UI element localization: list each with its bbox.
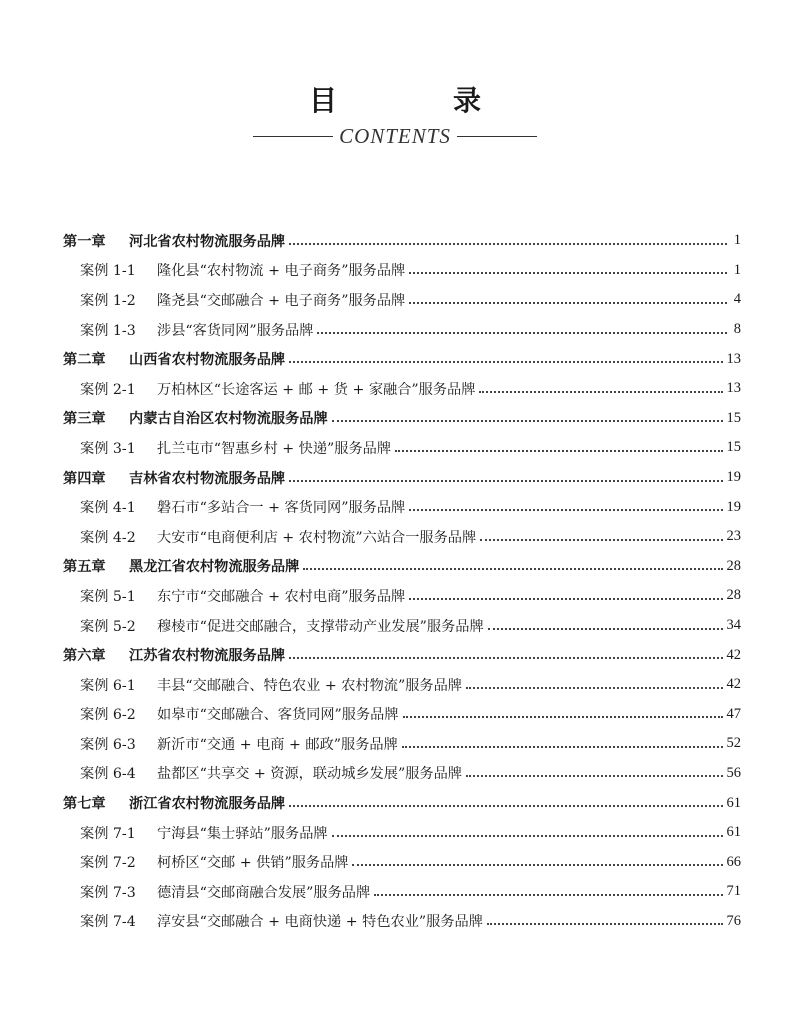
entry-number: 案例 6-2 bbox=[80, 707, 136, 724]
dot-leader bbox=[402, 746, 723, 748]
dot-leader bbox=[487, 923, 723, 925]
entry-number: 案例 1-3 bbox=[80, 322, 136, 339]
toc-case-entry[interactable] bbox=[63, 907, 741, 937]
dot-leader bbox=[488, 628, 723, 630]
dot-leader bbox=[466, 775, 723, 777]
entry-number: 案例 2-1 bbox=[80, 381, 136, 398]
toc-case-entry[interactable] bbox=[63, 315, 741, 345]
entry-number: 第五章 bbox=[63, 559, 106, 576]
toc-chapter-entry[interactable] bbox=[63, 226, 741, 256]
entry-title: 丰县“交邮融合、特色农业 + 农村物流”服务品牌 bbox=[157, 677, 462, 694]
contents-subtitle bbox=[0, 124, 790, 148]
entry-title: 东宁市“交邮融合 + 农村电商”服务品牌 bbox=[157, 588, 406, 605]
entry-page-number: 61 bbox=[726, 794, 741, 811]
entry-title: 黑龙江省农村物流服务品牌 bbox=[129, 559, 300, 576]
entry-page-number: 1 bbox=[733, 261, 741, 278]
toc-case-entry[interactable] bbox=[63, 522, 741, 552]
toc-chapter-entry[interactable] bbox=[63, 640, 741, 670]
toc-case-entry[interactable] bbox=[63, 877, 741, 907]
entry-number: 案例 6-1 bbox=[80, 677, 136, 694]
entry-page-number: 15 bbox=[726, 409, 741, 426]
dot-leader bbox=[409, 598, 722, 600]
entry-title: 德清县“交邮商融合发展”服务品牌 bbox=[157, 884, 371, 901]
entry-page-number: 76 bbox=[726, 912, 741, 929]
toc-chapter-entry[interactable] bbox=[63, 552, 741, 582]
dot-leader bbox=[289, 243, 727, 245]
toc-case-entry[interactable] bbox=[63, 581, 741, 611]
entry-page-number: 13 bbox=[726, 350, 741, 367]
entry-page-number: 1 bbox=[733, 232, 741, 249]
dot-leader bbox=[332, 835, 723, 837]
toc-chapter-entry[interactable] bbox=[63, 344, 741, 374]
dot-leader bbox=[466, 687, 723, 689]
entry-number: 第二章 bbox=[63, 352, 106, 369]
dot-leader bbox=[332, 420, 723, 422]
entry-page-number: 56 bbox=[726, 764, 741, 781]
entry-page-number: 52 bbox=[726, 735, 741, 752]
entry-title: 涉县“客货同网”服务品牌 bbox=[157, 322, 314, 339]
dot-leader bbox=[289, 361, 722, 363]
page-title: 目 录 bbox=[308, 84, 525, 117]
entry-page-number: 28 bbox=[726, 557, 741, 574]
entry-title: 穆棱市“促进交邮融合，支撑带动产业发展”服务品牌 bbox=[157, 618, 484, 635]
entry-number: 案例 6-4 bbox=[80, 766, 136, 783]
entry-title: 隆尧县“交邮融合 + 电子商务”服务品牌 bbox=[157, 292, 406, 309]
dot-leader bbox=[403, 716, 723, 718]
entry-number: 第六章 bbox=[63, 648, 106, 665]
entry-number: 案例 1-1 bbox=[80, 263, 136, 280]
entry-title: 新沂市“交通 + 电商 + 邮政”服务品牌 bbox=[157, 736, 398, 753]
entry-number: 第七章 bbox=[63, 796, 106, 813]
toc-case-entry[interactable] bbox=[63, 611, 741, 641]
entry-number: 案例 4-2 bbox=[80, 529, 136, 546]
entry-title: 河北省农村物流服务品牌 bbox=[129, 233, 286, 250]
dot-leader bbox=[395, 450, 722, 452]
entry-number: 案例 5-2 bbox=[80, 618, 136, 635]
entry-page-number: 42 bbox=[726, 646, 741, 663]
entry-number: 第三章 bbox=[63, 411, 106, 428]
entry-page-number: 4 bbox=[733, 291, 741, 308]
entry-title: 江苏省农村物流服务品牌 bbox=[129, 648, 286, 665]
entry-page-number: 28 bbox=[726, 587, 741, 604]
entry-title: 扎兰屯市“智惠乡村 + 快递”服务品牌 bbox=[157, 440, 392, 457]
entry-title: 磐石市“多站合一 + 客货同网”服务品牌 bbox=[157, 500, 406, 517]
entry-number: 案例 7-3 bbox=[80, 884, 136, 901]
entry-title: 盐都区“共享交 + 资源，联动城乡发展”服务品牌 bbox=[157, 766, 462, 783]
entry-page-number: 42 bbox=[726, 676, 741, 693]
entry-page-number: 71 bbox=[726, 883, 741, 900]
toc-chapter-entry[interactable] bbox=[63, 788, 741, 818]
dot-leader bbox=[289, 657, 722, 659]
toc-case-entry[interactable] bbox=[63, 818, 741, 848]
entry-number: 案例 5-1 bbox=[80, 588, 136, 605]
toc-case-entry[interactable] bbox=[63, 433, 741, 463]
entry-page-number: 47 bbox=[726, 705, 741, 722]
dot-leader bbox=[374, 894, 722, 896]
right-rule bbox=[457, 136, 537, 137]
toc-case-entry[interactable] bbox=[63, 700, 741, 730]
toc-case-entry[interactable] bbox=[63, 759, 741, 789]
entry-title: 大安市“电商便利店 + 农村物流”六站合一服务品牌 bbox=[157, 529, 477, 546]
dot-leader bbox=[479, 391, 722, 393]
entry-title: 吉林省农村物流服务品牌 bbox=[129, 470, 286, 487]
entry-page-number: 19 bbox=[726, 498, 741, 515]
dot-leader bbox=[409, 272, 727, 274]
toc-case-entry[interactable] bbox=[63, 374, 741, 404]
left-rule bbox=[253, 136, 333, 137]
entry-page-number: 34 bbox=[726, 617, 741, 634]
entry-page-number: 61 bbox=[726, 824, 741, 841]
entry-title: 柯桥区“交邮 + 供销”服务品牌 bbox=[157, 855, 349, 872]
entry-title: 如皋市“交邮融合、客货同网”服务品牌 bbox=[157, 707, 399, 724]
toc-case-entry[interactable] bbox=[63, 670, 741, 700]
entry-page-number: 19 bbox=[726, 469, 741, 486]
entry-page-number: 15 bbox=[726, 439, 741, 456]
entry-title: 隆化县“农村物流 + 电子商务”服务品牌 bbox=[157, 263, 406, 280]
toc-case-entry[interactable] bbox=[63, 729, 741, 759]
table-of-contents bbox=[63, 226, 741, 936]
dot-leader bbox=[409, 509, 722, 511]
entry-number: 案例 7-4 bbox=[80, 914, 136, 931]
entry-page-number: 66 bbox=[726, 853, 741, 870]
entry-title: 山西省农村物流服务品牌 bbox=[129, 352, 286, 369]
entry-number: 案例 6-3 bbox=[80, 736, 136, 753]
dot-leader bbox=[289, 480, 722, 482]
toc-case-entry[interactable] bbox=[63, 847, 741, 877]
entry-number: 第一章 bbox=[63, 233, 106, 250]
entry-number: 案例 3-1 bbox=[80, 440, 136, 457]
toc-chapter-entry[interactable] bbox=[63, 463, 741, 493]
entry-title: 内蒙古自治区农村物流服务品牌 bbox=[129, 411, 328, 428]
dot-leader bbox=[409, 302, 727, 304]
contents-label: CONTENTS bbox=[339, 124, 451, 148]
entry-number: 第四章 bbox=[63, 470, 106, 487]
toc-case-entry[interactable] bbox=[63, 256, 741, 286]
toc-chapter-entry[interactable] bbox=[63, 404, 741, 434]
entry-title: 宁海县“集士驿站”服务品牌 bbox=[157, 825, 328, 842]
entry-number: 案例 7-1 bbox=[80, 825, 136, 842]
dot-leader bbox=[289, 805, 722, 807]
dot-leader bbox=[303, 568, 722, 570]
entry-number: 案例 7-2 bbox=[80, 855, 136, 872]
dot-leader bbox=[480, 539, 722, 541]
dot-leader bbox=[317, 332, 727, 334]
toc-case-entry[interactable] bbox=[63, 492, 741, 522]
entry-title: 淳安县“交邮融合 + 电商快递 + 特色农业”服务品牌 bbox=[157, 914, 483, 931]
entry-title: 浙江省农村物流服务品牌 bbox=[129, 796, 286, 813]
entry-title: 万柏林区“长途客运 + 邮 + 货 + 家融合”服务品牌 bbox=[157, 381, 476, 398]
dot-leader bbox=[352, 864, 722, 866]
entry-number: 案例 4-1 bbox=[80, 500, 136, 517]
entry-page-number: 23 bbox=[726, 528, 741, 545]
toc-case-entry[interactable] bbox=[63, 285, 741, 315]
entry-page-number: 13 bbox=[726, 380, 741, 397]
entry-page-number: 8 bbox=[733, 321, 741, 338]
entry-number: 案例 1-2 bbox=[80, 292, 136, 309]
